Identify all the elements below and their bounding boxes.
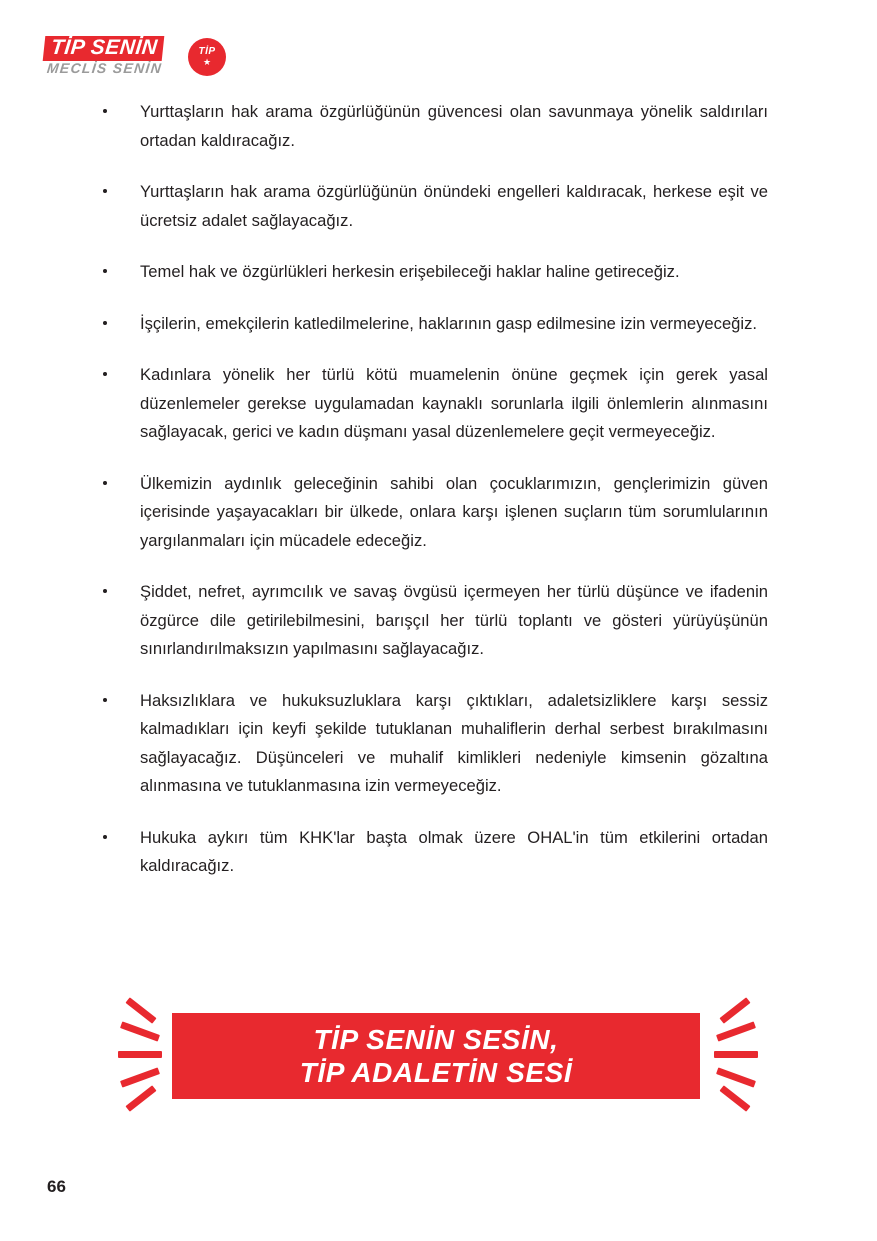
star-icon: ★ (202, 57, 212, 67)
bullet-dot-icon (103, 835, 107, 839)
list-item (96, 578, 768, 664)
bullet-dot-icon (103, 372, 107, 376)
list-item (96, 470, 768, 556)
bullet-dot-icon (103, 189, 107, 193)
list-item (96, 310, 768, 339)
logo-secondary-text: MECLİS SENİN (46, 60, 164, 76)
list-item-text: İşçilerin, emekçilerin katledilmelerine, haklarının gasp edilmesine izin vermeyeceğiz. (140, 313, 757, 333)
tip-badge-label: TİP (198, 46, 216, 57)
list-item-text: Haksızlıklara ve hukuksuzluklara karşı çıktıkları, adaletsizliklere karşı sessiz kalmadıkları için keyfi şekilde tutuklanan muhaliflerin derhal serbest bırakılmasını sağlayacağız. Düşünceleri ve muhalif kimlikleri nedeniyle kimsenin gözaltına alınmasına ve tutuklanmasına izin vermeyeceğiz. (140, 690, 768, 795)
document-body (96, 98, 768, 881)
page-header (44, 34, 344, 82)
logo-text-block (44, 36, 178, 80)
bullet-dot-icon (103, 109, 107, 113)
bullet-dot-icon (103, 269, 107, 273)
slogan-line-1: TİP SENİN SESİN, (313, 1024, 559, 1055)
list-item (96, 361, 768, 447)
list-item-text: Yurttaşların hak arama özgürlüğünün önündeki engelleri kaldıracak, herkese eşit ve ücretsiz adalet sağlayacağız. (140, 182, 768, 230)
list-item (96, 178, 768, 235)
banner-dashes-left-icon (118, 995, 172, 1115)
tip-badge-icon (188, 38, 226, 76)
slogan-line-2: TİP ADALETİN SESİ (299, 1057, 573, 1088)
list-item (96, 258, 768, 287)
page-number: 66 (47, 1177, 66, 1196)
brand-logo (44, 34, 344, 82)
list-item (96, 98, 768, 155)
list-item-text: Ülkemizin aydınlık geleceğinin sahibi olan çocuklarımızın, gençlerimizin güven içerisinde yaşayacakları bir ülkede, onlara karşı işlenen suçların tüm sorumlularının yargılanmaları için mücadele edeceğiz. (140, 473, 768, 550)
bullet-dot-icon (103, 481, 107, 485)
list-item-text: Hukuka aykırı tüm KHK'lar başta olmak üzere OHAL'in tüm etkilerini ortadan kaldıracağız. (140, 827, 768, 875)
bullet-dot-icon (103, 698, 107, 702)
list-item-text: Yurttaşların hak arama özgürlüğünün güvencesi olan savunmaya yönelik saldırıları ortadan kaldıracağız. (140, 102, 768, 150)
slogan-box (172, 1013, 700, 1099)
list-item-text: Şiddet, nefret, ayrımcılık ve savaş övgüsü içermeyen her türlü düşünce ve ifadenin özgürce dile getirilebilmesini, barışçıl her türlü toplantı ve gösteri yürüyüşünün sınırlandırılmaksızın yapılmasını sağlayacağız. (140, 582, 768, 658)
list-item (96, 687, 768, 801)
banner-dashes-right-icon (704, 995, 758, 1115)
list-item-text: Temel hak ve özgürlükleri herkesin erişebileceği haklar haline getireceğiz. (140, 262, 680, 281)
list-item-text: Kadınlara yönelik her türlü kötü muamelenin önüne geçmek için gerek yasal düzenlemeler gerekse uygulamadan kaynaklı sorunlarla ilgili önlemlerin alınmasını sağlayacak, gerici ve kadın düşmanı yasal düzenlemelere geçit vermeyeceğiz. (140, 365, 768, 441)
bullet-dot-icon (103, 589, 107, 593)
bullet-dot-icon (103, 321, 107, 325)
pledge-list (96, 98, 768, 881)
logo-primary-text: TİP SENİN (43, 36, 165, 61)
slogan-banner (118, 995, 758, 1115)
list-item (96, 824, 768, 881)
